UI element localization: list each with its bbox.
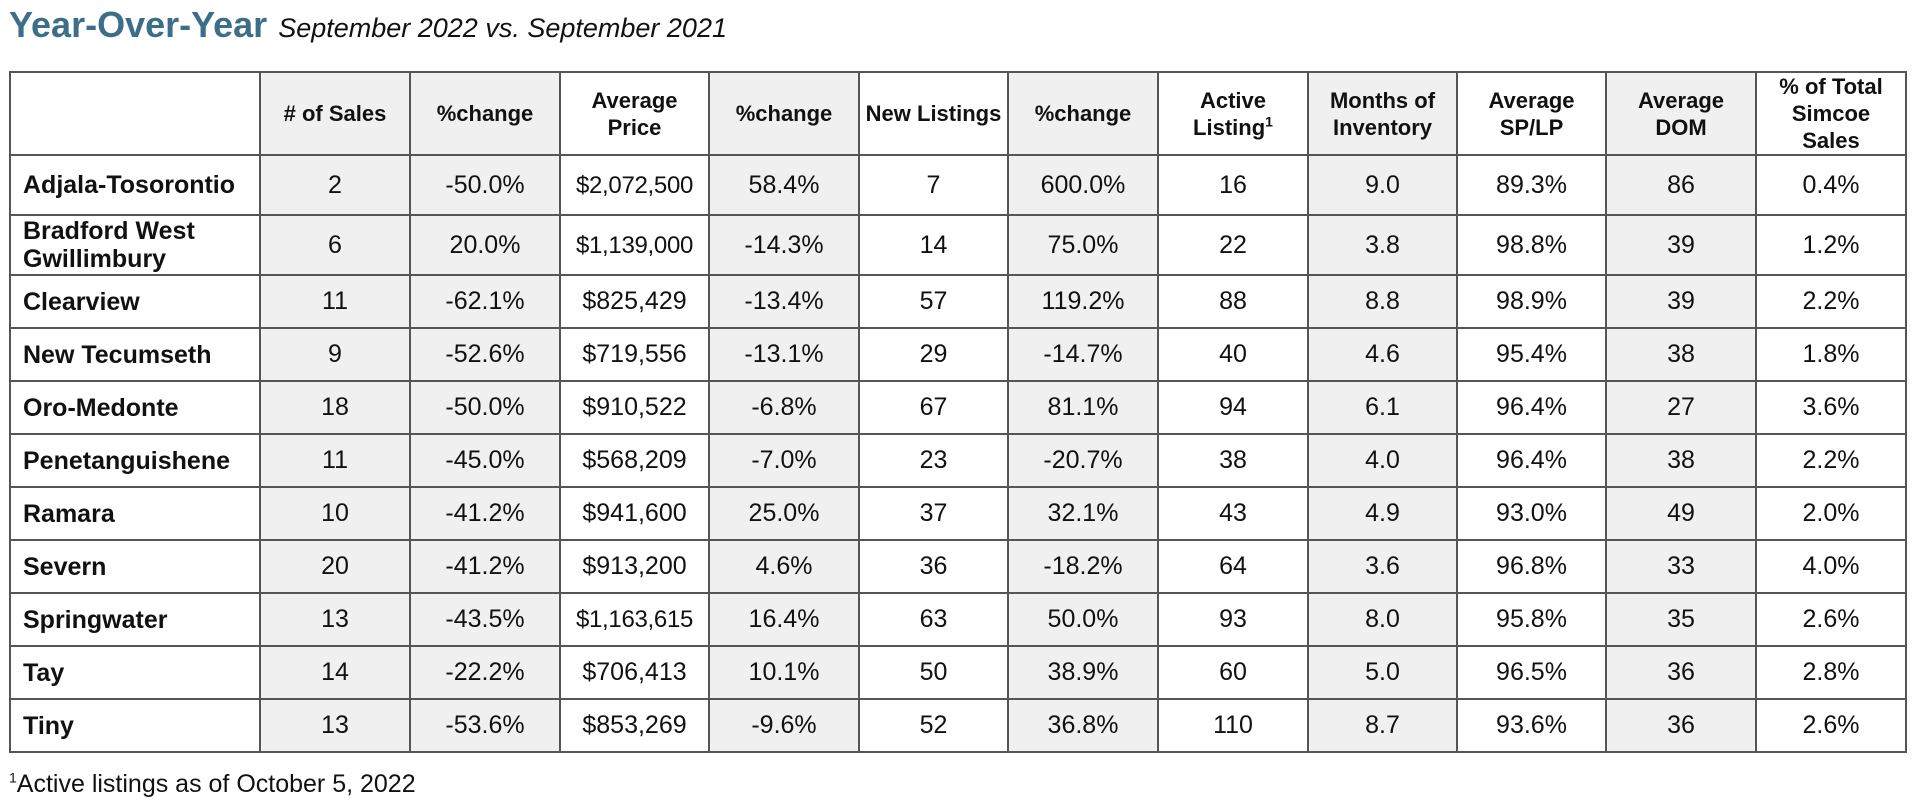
cell-avg-price-change: -14.3% — [709, 215, 859, 275]
cell-avg-dom: 35 — [1606, 593, 1756, 646]
cell-active-listing: 22 — [1158, 215, 1308, 275]
cell-sales-change: -41.2% — [410, 487, 560, 540]
table-row — [10, 275, 1906, 328]
row-area: Tay — [10, 646, 260, 699]
cell-new-listings: 67 — [859, 381, 1008, 434]
cell-sales: 11 — [260, 434, 410, 487]
table-row — [10, 646, 1906, 699]
cell-new-listings-change: 119.2% — [1008, 275, 1158, 328]
header-active-listing-label: Active Listing — [1193, 87, 1267, 140]
cell-sales-change: -45.0% — [410, 434, 560, 487]
cell-avg-price: $910,522 — [560, 381, 709, 434]
footnote-marker: 1 — [1265, 113, 1273, 130]
cell-active-listing: 40 — [1158, 328, 1308, 381]
cell-active-listing: 93 — [1158, 593, 1308, 646]
cell-avg-price: $853,269 — [560, 699, 709, 752]
cell-months-inventory: 6.1 — [1308, 381, 1457, 434]
cell-new-listings-change: -14.7% — [1008, 328, 1158, 381]
cell-months-inventory: 8.7 — [1308, 699, 1457, 752]
cell-months-inventory: 4.0 — [1308, 434, 1457, 487]
cell-sales: 11 — [260, 275, 410, 328]
cell-avg-price: $825,429 — [560, 275, 709, 328]
cell-avg-price: $568,209 — [560, 434, 709, 487]
cell-sales: 18 — [260, 381, 410, 434]
cell-new-listings-change: 50.0% — [1008, 593, 1158, 646]
cell-sales-change: -50.0% — [410, 155, 560, 215]
footnote-marker: 1 — [9, 769, 17, 786]
cell-sales-change: -50.0% — [410, 381, 560, 434]
cell-months-inventory: 3.8 — [1308, 215, 1457, 275]
cell-new-listings: 14 — [859, 215, 1008, 275]
cell-pct-total: 2.8% — [1756, 646, 1906, 699]
cell-months-inventory: 4.9 — [1308, 487, 1457, 540]
cell-months-inventory: 8.0 — [1308, 593, 1457, 646]
header-avg-price-change: %change — [709, 72, 859, 155]
cell-avg-price-change: 10.1% — [709, 646, 859, 699]
cell-months-inventory: 9.0 — [1308, 155, 1457, 215]
title-subtitle: September 2022 vs. September 2021 — [278, 13, 727, 43]
row-area: Ramara — [10, 487, 260, 540]
title-main: Year-Over-Year — [9, 4, 268, 45]
cell-avg-dom: 39 — [1606, 215, 1756, 275]
cell-avg-dom: 27 — [1606, 381, 1756, 434]
cell-avg-dom: 39 — [1606, 275, 1756, 328]
cell-sales: 13 — [260, 699, 410, 752]
cell-months-inventory: 4.6 — [1308, 328, 1457, 381]
cell-pct-total: 2.6% — [1756, 593, 1906, 646]
cell-pct-total: 0.4% — [1756, 155, 1906, 215]
cell-new-listings-change: 75.0% — [1008, 215, 1158, 275]
cell-new-listings: 23 — [859, 434, 1008, 487]
table-row — [10, 540, 1906, 593]
cell-avg-dom: 36 — [1606, 646, 1756, 699]
cell-sales-change: -52.6% — [410, 328, 560, 381]
header-pct-total: % of Total Simcoe Sales — [1756, 72, 1906, 155]
row-area: New Tecumseth — [10, 328, 260, 381]
cell-active-listing: 38 — [1158, 434, 1308, 487]
cell-avg-sp-lp: 96.4% — [1457, 434, 1606, 487]
cell-new-listings: 50 — [859, 646, 1008, 699]
row-area: Severn — [10, 540, 260, 593]
cell-new-listings: 37 — [859, 487, 1008, 540]
cell-sales: 13 — [260, 593, 410, 646]
footnote — [9, 770, 416, 799]
cell-active-listing: 60 — [1158, 646, 1308, 699]
cell-pct-total: 2.6% — [1756, 699, 1906, 752]
cell-sales-change: -41.2% — [410, 540, 560, 593]
header-months-inventory: Months of Inventory — [1308, 72, 1457, 155]
cell-avg-sp-lp: 98.9% — [1457, 275, 1606, 328]
cell-new-listings-change: -20.7% — [1008, 434, 1158, 487]
cell-avg-sp-lp: 98.8% — [1457, 215, 1606, 275]
row-area: Oro-Medonte — [10, 381, 260, 434]
cell-sales-change: -62.1% — [410, 275, 560, 328]
cell-months-inventory: 3.6 — [1308, 540, 1457, 593]
cell-new-listings: 52 — [859, 699, 1008, 752]
header-avg-price: Average Price — [560, 72, 709, 155]
cell-sales: 9 — [260, 328, 410, 381]
row-area: Tiny — [10, 699, 260, 752]
cell-avg-price-change: 25.0% — [709, 487, 859, 540]
cell-active-listing: 94 — [1158, 381, 1308, 434]
cell-new-listings: 63 — [859, 593, 1008, 646]
table-row — [10, 434, 1906, 487]
cell-pct-total: 1.2% — [1756, 215, 1906, 275]
row-area: Adjala-Tosorontio — [10, 155, 260, 215]
cell-avg-price-change: 58.4% — [709, 155, 859, 215]
header-sales: # of Sales — [260, 72, 410, 155]
cell-months-inventory: 5.0 — [1308, 646, 1457, 699]
header-sales-change: %change — [410, 72, 560, 155]
cell-avg-dom: 33 — [1606, 540, 1756, 593]
header-active-listing — [1158, 72, 1308, 155]
cell-avg-price-change: -7.0% — [709, 434, 859, 487]
table-row — [10, 381, 1906, 434]
cell-avg-price: $913,200 — [560, 540, 709, 593]
table-row — [10, 155, 1906, 215]
cell-pct-total: 3.6% — [1756, 381, 1906, 434]
table-row — [10, 328, 1906, 381]
year-over-year-table — [9, 71, 1907, 753]
cell-active-listing: 110 — [1158, 699, 1308, 752]
cell-avg-sp-lp: 96.5% — [1457, 646, 1606, 699]
header-new-listings: New Listings — [859, 72, 1008, 155]
cell-avg-sp-lp: 93.0% — [1457, 487, 1606, 540]
row-area: Clearview — [10, 275, 260, 328]
cell-new-listings-change: 81.1% — [1008, 381, 1158, 434]
cell-pct-total: 2.2% — [1756, 275, 1906, 328]
cell-avg-price-change: 4.6% — [709, 540, 859, 593]
cell-sales: 10 — [260, 487, 410, 540]
cell-sales: 6 — [260, 215, 410, 275]
cell-pct-total: 2.2% — [1756, 434, 1906, 487]
cell-sales: 14 — [260, 646, 410, 699]
cell-sales: 20 — [260, 540, 410, 593]
header-area — [10, 72, 260, 155]
cell-pct-total: 2.0% — [1756, 487, 1906, 540]
header-avg-dom: Average DOM — [1606, 72, 1756, 155]
cell-avg-price-change: -9.6% — [709, 699, 859, 752]
footnote-text: Active listings as of October 5, 2022 — [16, 770, 416, 798]
header-avg-sp-lp: Average SP/LP — [1457, 72, 1606, 155]
row-area: Springwater — [10, 593, 260, 646]
cell-new-listings-change: -18.2% — [1008, 540, 1158, 593]
cell-pct-total: 4.0% — [1756, 540, 1906, 593]
cell-new-listings: 36 — [859, 540, 1008, 593]
cell-active-listing: 43 — [1158, 487, 1308, 540]
cell-avg-dom: 86 — [1606, 155, 1756, 215]
table-row — [10, 593, 1906, 646]
cell-avg-price-change: -13.1% — [709, 328, 859, 381]
cell-new-listings: 57 — [859, 275, 1008, 328]
cell-avg-sp-lp: 95.8% — [1457, 593, 1606, 646]
cell-active-listing: 88 — [1158, 275, 1308, 328]
cell-new-listings: 29 — [859, 328, 1008, 381]
cell-avg-dom: 38 — [1606, 328, 1756, 381]
header-new-listings-change: %change — [1008, 72, 1158, 155]
cell-new-listings-change: 600.0% — [1008, 155, 1158, 215]
row-area: Penetanguishene — [10, 434, 260, 487]
cell-new-listings-change: 32.1% — [1008, 487, 1158, 540]
cell-sales-change: -53.6% — [410, 699, 560, 752]
cell-avg-price-change: 16.4% — [709, 593, 859, 646]
cell-sales-change: 20.0% — [410, 215, 560, 275]
cell-avg-price: $941,600 — [560, 487, 709, 540]
cell-avg-price: $2,072,500 — [560, 155, 709, 215]
cell-sales: 2 — [260, 155, 410, 215]
cell-avg-price-change: -6.8% — [709, 381, 859, 434]
cell-avg-sp-lp: 89.3% — [1457, 155, 1606, 215]
cell-sales-change: -43.5% — [410, 593, 560, 646]
cell-pct-total: 1.8% — [1756, 328, 1906, 381]
cell-avg-sp-lp: 95.4% — [1457, 328, 1606, 381]
cell-avg-price: $719,556 — [560, 328, 709, 381]
table-row — [10, 699, 1906, 752]
cell-new-listings-change: 38.9% — [1008, 646, 1158, 699]
cell-months-inventory: 8.8 — [1308, 275, 1457, 328]
row-area: Bradford West Gwillimbury — [10, 215, 260, 275]
page-title — [9, 4, 727, 54]
cell-new-listings: 7 — [859, 155, 1008, 215]
cell-avg-sp-lp: 96.8% — [1457, 540, 1606, 593]
cell-avg-sp-lp: 96.4% — [1457, 381, 1606, 434]
cell-sales-change: -22.2% — [410, 646, 560, 699]
cell-avg-dom: 38 — [1606, 434, 1756, 487]
cell-avg-price: $1,163,615 — [560, 593, 709, 646]
table-row — [10, 215, 1906, 275]
cell-avg-price: $1,139,000 — [560, 215, 709, 275]
cell-avg-dom: 36 — [1606, 699, 1756, 752]
cell-active-listing: 16 — [1158, 155, 1308, 215]
cell-avg-price-change: -13.4% — [709, 275, 859, 328]
cell-avg-price: $706,413 — [560, 646, 709, 699]
cell-new-listings-change: 36.8% — [1008, 699, 1158, 752]
cell-avg-sp-lp: 93.6% — [1457, 699, 1606, 752]
table-row — [10, 487, 1906, 540]
cell-active-listing: 64 — [1158, 540, 1308, 593]
cell-avg-dom: 49 — [1606, 487, 1756, 540]
header-row — [10, 72, 1906, 155]
